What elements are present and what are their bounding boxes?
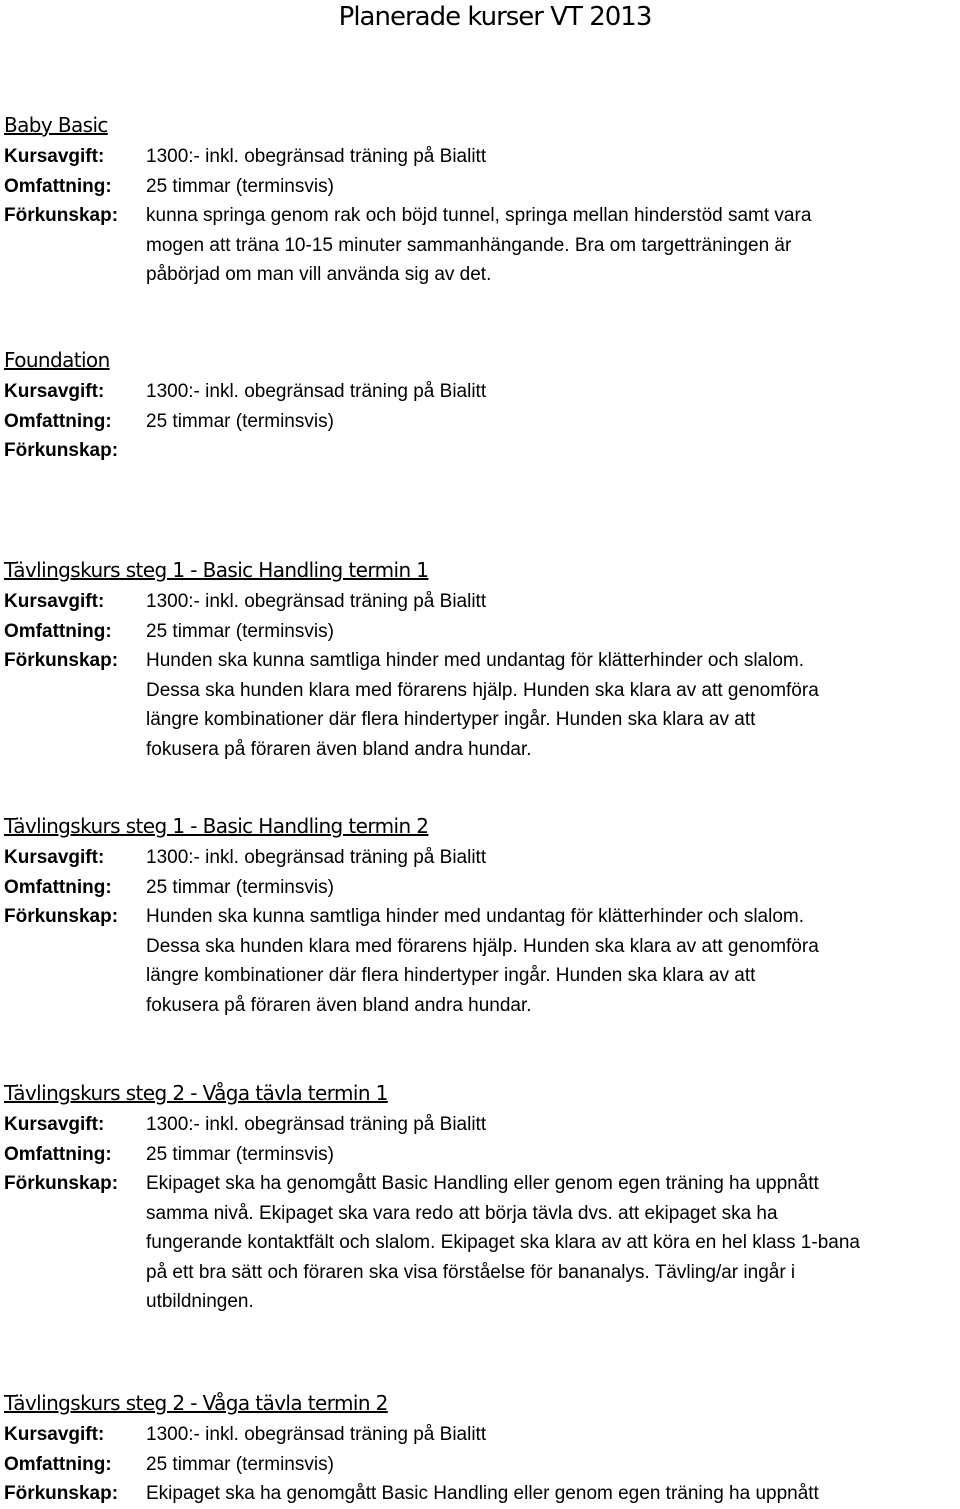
course-scope-row — [4, 617, 960, 647]
course-prereq-line: påbörjad om man vill använda sig av det. — [146, 264, 492, 285]
course-heading: Tävlingskurs steg 1 - Basic Handling termin 2 — [4, 814, 429, 838]
course-fee-label: Kursavgift: — [4, 1114, 105, 1135]
course-prereq-line: längre kombinationer där flera hindertyper ingår. Hunden ska klara av att — [146, 709, 756, 730]
course-prereq-row — [4, 201, 960, 290]
course-scope-label: Omfattning: — [4, 876, 112, 898]
course-prereq-line: på ett bra sätt och föraren ska visa förståelse för bananalys. Tävling/ar ingår i — [146, 1261, 796, 1283]
course-fee-line: 1300:- inkl. obegränsad träning på Bialitt — [146, 847, 487, 868]
course-scope-row — [4, 873, 960, 903]
course-scope-line: 25 timmar (terminsvis) — [146, 410, 334, 432]
course-prereq-row — [4, 1169, 960, 1317]
course-prereq-value — [146, 1169, 960, 1317]
course-heading: Tävlingskurs steg 1 - Basic Handling termin 1 — [4, 558, 429, 582]
course-section — [4, 809, 960, 1020]
course-fee-row — [4, 843, 960, 873]
page-title: Planerade kurser VT 2013 — [338, 2, 652, 32]
course-prereq-row — [4, 1479, 960, 1509]
course-fee-line: 1300:- inkl. obegränsad träning på Bialitt — [146, 381, 487, 402]
course-scope-value — [146, 873, 960, 903]
course-prereq-value — [146, 646, 960, 764]
course-scope-value — [146, 1140, 960, 1170]
course-scope-row — [4, 172, 960, 202]
course-fee-row — [4, 142, 960, 172]
course-scope-row — [4, 1450, 960, 1480]
course-heading: Foundation — [4, 348, 110, 372]
course-fee-line: 1300:- inkl. obegränsad träning på Bialitt — [146, 146, 487, 167]
course-scope-value — [146, 407, 960, 437]
course-prereq-line: Hunden ska kunna samtliga hinder med undantag för klätterhinder och slalom. — [146, 906, 804, 927]
course-section — [4, 1076, 960, 1317]
course-scope-line: 25 timmar (terminsvis) — [146, 1453, 334, 1475]
course-prereq-line: utbildningen. — [146, 1291, 254, 1312]
course-prereq-line: Dessa ska hunden klara med förarens hjälp. Hunden ska klara av att genomföra — [146, 935, 819, 957]
course-fee-line: 1300:- inkl. obegränsad träning på Bialitt — [146, 591, 487, 612]
course-scope-row — [4, 407, 960, 437]
course-prereq-line: Ekipaget ska ha genomgått Basic Handling eller genom egen träning ha uppnått — [146, 1173, 819, 1194]
course-fee-row — [4, 1420, 960, 1450]
course-scope-value — [146, 617, 960, 647]
course-prereq-line: fungerande kontaktfält och slalom. Ekipaget ska klara av att köra en hel klass 1-bana — [146, 1232, 860, 1253]
course-prereq-row — [4, 436, 960, 466]
course-heading: Tävlingskurs steg 2 - Våga tävla termin 1 — [4, 1081, 388, 1105]
course-scope-line: 25 timmar (terminsvis) — [146, 620, 334, 642]
course-scope-label: Omfattning: — [4, 1453, 112, 1475]
course-fee-label: Kursavgift: — [4, 1424, 105, 1445]
course-prereq-line: Hunden ska kunna samtliga hinder med undantag för klätterhinder och slalom. — [146, 650, 804, 671]
course-prereq-value — [146, 201, 960, 290]
course-scope-line: 25 timmar (terminsvis) — [146, 876, 334, 898]
course-prereq-value — [146, 436, 960, 466]
course-scope-row — [4, 1140, 960, 1170]
course-prereq-line: kunna springa genom rak och böjd tunnel, springa mellan hinderstöd samt vara — [146, 205, 812, 226]
course-heading: Tävlingskurs steg 2 - Våga tävla termin 2 — [4, 1391, 388, 1415]
course-scope-label: Omfattning: — [4, 620, 112, 642]
course-prereq-line: fokusera på föraren även bland andra hundar. — [146, 738, 532, 760]
course-fee-label: Kursavgift: — [4, 847, 105, 868]
course-prereq-row — [4, 902, 960, 1020]
course-prereq-label: Förkunskap: — [4, 205, 119, 226]
course-prereq-row — [4, 646, 960, 764]
course-scope-label: Omfattning: — [4, 175, 112, 197]
course-prereq-line: längre kombinationer där flera hindertyper ingår. Hunden ska klara av att — [146, 965, 756, 986]
course-prereq-line: Dessa ska hunden klara med förarens hjälp. Hunden ska klara av att genomföra — [146, 679, 819, 701]
course-prereq-label: Förkunskap: — [4, 1173, 119, 1194]
course-prereq-label: Förkunskap: — [4, 1483, 119, 1504]
course-scope-value — [146, 172, 960, 202]
course-fee-value — [146, 1110, 960, 1140]
course-fee-line: 1300:- inkl. obegränsad träning på Bialitt — [146, 1424, 487, 1445]
course-scope-label: Omfattning: — [4, 1143, 112, 1165]
course-scope-label: Omfattning: — [4, 410, 112, 432]
course-prereq-line: mogen att träna 10-15 minuter sammanhängande. Bra om targetträningen är — [146, 234, 792, 256]
course-fee-row — [4, 1110, 960, 1140]
course-fee-value — [146, 1420, 960, 1450]
course-fee-value — [146, 843, 960, 873]
course-prereq-value — [146, 1479, 960, 1509]
course-heading: Baby Basic — [4, 113, 108, 137]
course-scope-value — [146, 1450, 960, 1480]
course-prereq-label: Förkunskap: — [4, 906, 119, 927]
course-prereq-line: Ekipaget ska ha genomgått Basic Handling eller genom egen träning ha uppnått — [146, 1483, 819, 1504]
course-prereq-value — [146, 902, 960, 1020]
course-section — [4, 553, 960, 764]
course-section — [4, 1386, 960, 1509]
course-fee-label: Kursavgift: — [4, 146, 105, 167]
course-prereq-label: Förkunskap: — [4, 440, 119, 461]
course-section — [4, 108, 960, 290]
course-fee-row — [4, 587, 960, 617]
course-prereq-line: samma nivå. Ekipaget ska vara redo att börja tävla dvs. att ekipaget ska ha — [146, 1202, 778, 1224]
course-prereq-line: fokusera på föraren även bland andra hundar. — [146, 994, 532, 1016]
course-scope-line: 25 timmar (terminsvis) — [146, 1143, 334, 1165]
course-scope-line: 25 timmar (terminsvis) — [146, 175, 334, 197]
course-fee-label: Kursavgift: — [4, 381, 105, 402]
course-fee-value — [146, 587, 960, 617]
course-fee-row — [4, 377, 960, 407]
course-prereq-label: Förkunskap: — [4, 650, 119, 671]
course-fee-value — [146, 142, 960, 172]
course-fee-line: 1300:- inkl. obegränsad träning på Bialitt — [146, 1114, 487, 1135]
course-fee-label: Kursavgift: — [4, 591, 105, 612]
course-section — [4, 343, 960, 466]
course-fee-value — [146, 377, 960, 407]
